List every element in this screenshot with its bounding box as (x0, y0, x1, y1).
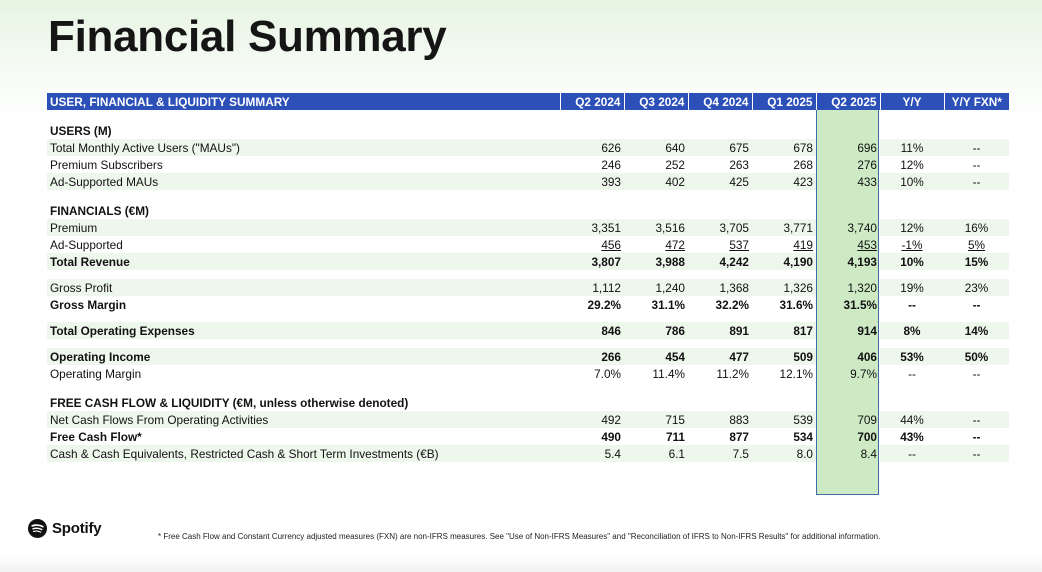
header-col-q1-2025: Q1 2025 (752, 93, 816, 110)
cell-q2-2024: 1,112 (560, 279, 624, 296)
cell-q1-2025: 678 (752, 139, 816, 156)
table-row (47, 296, 1009, 313)
spacer-row (47, 270, 1009, 279)
cell-yy: 44% (880, 411, 944, 428)
row-label: Net Cash Flows From Operating Activities (47, 411, 560, 428)
row-label: Ad-Supported (50, 237, 123, 252)
footnote: * Free Cash Flow and Constant Currency adjusted measures (FXN) are non-IFRS measures. See "Use of Non-IFRS Measures" and "Reconciliation of IFRS to Non-IFRS Results" for additional information. (158, 532, 881, 541)
cell-yy-fxn: -- (972, 429, 981, 444)
cell-q2-2024: 393 (560, 173, 624, 190)
section-fcf (47, 388, 1009, 411)
row-label: Premium (47, 219, 560, 236)
cell-yy-fxn: -- (972, 297, 981, 312)
cell-q3-2024: 786 (624, 322, 688, 339)
header-col-yy-fxn: Y/Y FXN* (944, 93, 1009, 110)
cell-yy: 12% (880, 219, 944, 236)
cell-yy: -- (880, 445, 944, 462)
table-row (47, 348, 1009, 365)
table-row (47, 365, 1009, 382)
cell-q3-2024: 454 (624, 348, 688, 365)
cell-q2-2025: 8.4 (860, 446, 877, 461)
row-label: Gross Margin (50, 297, 127, 312)
cell-q2-2024: 626 (560, 139, 624, 156)
cell-q2-2024: 29.2% (587, 297, 621, 312)
cell-yy: -- (908, 366, 916, 381)
cell-q1-2025: 31.6% (779, 297, 813, 312)
cell-yy-fxn: 16% (944, 219, 1009, 236)
cell-q3-2024: 252 (665, 157, 685, 172)
section-label: USERS (M) (50, 123, 112, 138)
cell-q4-2024: 537 (729, 237, 749, 252)
cell-yy-fxn: -- (972, 157, 981, 172)
row-label: Operating Income (47, 348, 560, 365)
cell-q1-2025: 4,190 (752, 253, 816, 270)
header-label: USER, FINANCIAL & LIQUIDITY SUMMARY (47, 93, 560, 110)
table-row (47, 173, 1009, 190)
cell-yy: -- (908, 297, 916, 312)
table-header-row (47, 93, 1009, 110)
cell-yy-fxn: -- (944, 139, 1009, 156)
cell-q1-2025: 539 (752, 411, 816, 428)
cell-q2-2025: 696 (857, 140, 877, 155)
cell-yy: 19% (880, 279, 944, 296)
cell-yy-fxn: 50% (944, 348, 1009, 365)
cell-q3-2024: 472 (665, 237, 685, 252)
cell-yy: 8% (880, 322, 944, 339)
cell-q2-2025: 406 (857, 349, 877, 364)
header-col-q4-2024: Q4 2024 (688, 93, 752, 110)
cell-q1-2025: 12.1% (779, 366, 813, 381)
row-label: Gross Profit (47, 279, 560, 296)
cell-q2-2025: 1,320 (847, 280, 877, 295)
cell-yy: -1% (901, 237, 923, 252)
cell-q4-2024: 1,368 (688, 279, 752, 296)
header-col-q2-2025: Q2 2025 (816, 93, 880, 110)
cell-yy: 12% (900, 157, 924, 172)
cell-q2-2025: 709 (857, 412, 877, 427)
cell-q3-2024: 402 (624, 173, 688, 190)
cell-yy: 10% (880, 173, 944, 190)
cell-yy: 10% (880, 253, 944, 270)
cell-q3-2024: 711 (665, 429, 685, 444)
cell-q4-2024: 425 (688, 173, 752, 190)
cell-q2-2025: 9.7% (850, 366, 877, 381)
cell-q2-2024: 490 (601, 429, 621, 444)
spotify-logo-icon (28, 519, 47, 538)
cell-q4-2024: 883 (688, 411, 752, 428)
cell-q2-2024: 5.4 (560, 445, 624, 462)
cell-q4-2024: 7.5 (688, 445, 752, 462)
cell-q3-2024: 1,240 (624, 279, 688, 296)
cell-q1-2025: 3,771 (752, 219, 816, 236)
cell-q2-2024: 3,807 (560, 253, 624, 270)
table-row (47, 156, 1009, 173)
cell-yy-fxn: -- (944, 411, 1009, 428)
cell-yy: 53% (880, 348, 944, 365)
cell-yy-fxn: -- (944, 445, 1009, 462)
table-row (47, 411, 1009, 428)
cell-q1-2025: 534 (793, 429, 813, 444)
table-row (47, 445, 1009, 462)
cell-q2-2024: 456 (601, 237, 621, 252)
cell-yy: 43% (900, 429, 924, 444)
row-label: Premium Subscribers (50, 157, 163, 172)
section-financials (47, 196, 1009, 219)
cell-q2-2025: 433 (857, 174, 877, 189)
cell-q3-2024: 715 (624, 411, 688, 428)
cell-q2-2024: 266 (560, 348, 624, 365)
cell-yy-fxn: 23% (944, 279, 1009, 296)
spacer-row (47, 313, 1009, 322)
cell-q3-2024: 3,988 (624, 253, 688, 270)
cell-yy-fxn: 14% (944, 322, 1009, 339)
header-col-q2-2024: Q2 2024 (560, 93, 624, 110)
cell-q4-2024: 4,242 (688, 253, 752, 270)
cell-q4-2024: 891 (688, 322, 752, 339)
row-label: Cash & Cash Equivalents, Restricted Cash & Short Term Investments (€B) (47, 445, 560, 462)
row-label: Total Operating Expenses (47, 322, 560, 339)
cell-q2-2025: 3,740 (847, 220, 877, 235)
row-label: Total Monthly Active Users ("MAUs") (47, 139, 560, 156)
row-label: Total Revenue (47, 253, 560, 270)
cell-q1-2025: 268 (793, 157, 813, 172)
table-row (47, 428, 1009, 445)
cell-yy-fxn: -- (944, 173, 1009, 190)
cell-q3-2024: 3,516 (624, 219, 688, 236)
cell-q1-2025: 423 (752, 173, 816, 190)
cell-yy-fxn: 15% (944, 253, 1009, 270)
cell-q2-2025: 914 (857, 323, 877, 338)
row-label: Operating Margin (50, 366, 142, 381)
cell-q4-2024: 3,705 (688, 219, 752, 236)
cell-yy-fxn: -- (972, 366, 981, 381)
cell-q3-2024: 640 (624, 139, 688, 156)
cell-q2-2025: 700 (857, 429, 877, 444)
cell-q4-2024: 877 (729, 429, 749, 444)
table-row (47, 253, 1009, 270)
row-label: Free Cash Flow* (50, 429, 142, 444)
cell-q3-2024: 11.4% (652, 366, 685, 381)
cell-q2-2024: 7.0% (594, 366, 621, 381)
cell-q2-2025: 4,193 (847, 254, 877, 269)
section-users (47, 116, 1009, 139)
cell-q1-2025: 509 (752, 348, 816, 365)
cell-q4-2024: 32.2% (715, 297, 749, 312)
cell-q1-2025: 8.0 (752, 445, 816, 462)
cell-q2-2024: 492 (560, 411, 624, 428)
cell-q1-2025: 1,326 (752, 279, 816, 296)
cell-q4-2024: 675 (688, 139, 752, 156)
cell-yy-fxn: 5% (967, 237, 986, 252)
cell-q4-2024: 11.2% (716, 366, 749, 381)
section-label: FINANCIALS (€M) (50, 203, 149, 218)
table-row (47, 236, 1009, 253)
cell-q2-2024: 3,351 (560, 219, 624, 236)
cell-q2-2025: 453 (857, 237, 877, 252)
table-row (47, 219, 1009, 236)
logo-text: Spotify (52, 520, 102, 537)
cell-q1-2025: 419 (793, 237, 813, 252)
cell-q4-2024: 477 (688, 348, 752, 365)
page-title: Financial Summary (48, 12, 447, 61)
table-row (47, 139, 1009, 156)
row-label: Ad-Supported MAUs (47, 173, 560, 190)
cell-q3-2024: 31.1% (651, 297, 685, 312)
table-row (47, 279, 1009, 296)
cell-yy: 11% (880, 139, 944, 156)
cell-q2-2024: 846 (560, 322, 624, 339)
financial-summary-table (47, 93, 1009, 462)
cell-q2-2024: 246 (601, 157, 621, 172)
spacer-row (47, 339, 1009, 348)
table-row (47, 322, 1009, 339)
cell-q3-2024: 6.1 (624, 445, 688, 462)
cell-q2-2025: 31.5% (843, 297, 877, 312)
cell-q2-2025: 276 (857, 157, 877, 172)
spotify-logo (28, 519, 101, 538)
section-label: FREE CASH FLOW & LIQUIDITY (€M, unless otherwise denoted) (50, 395, 409, 410)
cell-q1-2025: 817 (752, 322, 816, 339)
header-col-yy: Y/Y (880, 93, 944, 110)
header-col-q3-2024: Q3 2024 (624, 93, 688, 110)
cell-q4-2024: 263 (729, 157, 749, 172)
